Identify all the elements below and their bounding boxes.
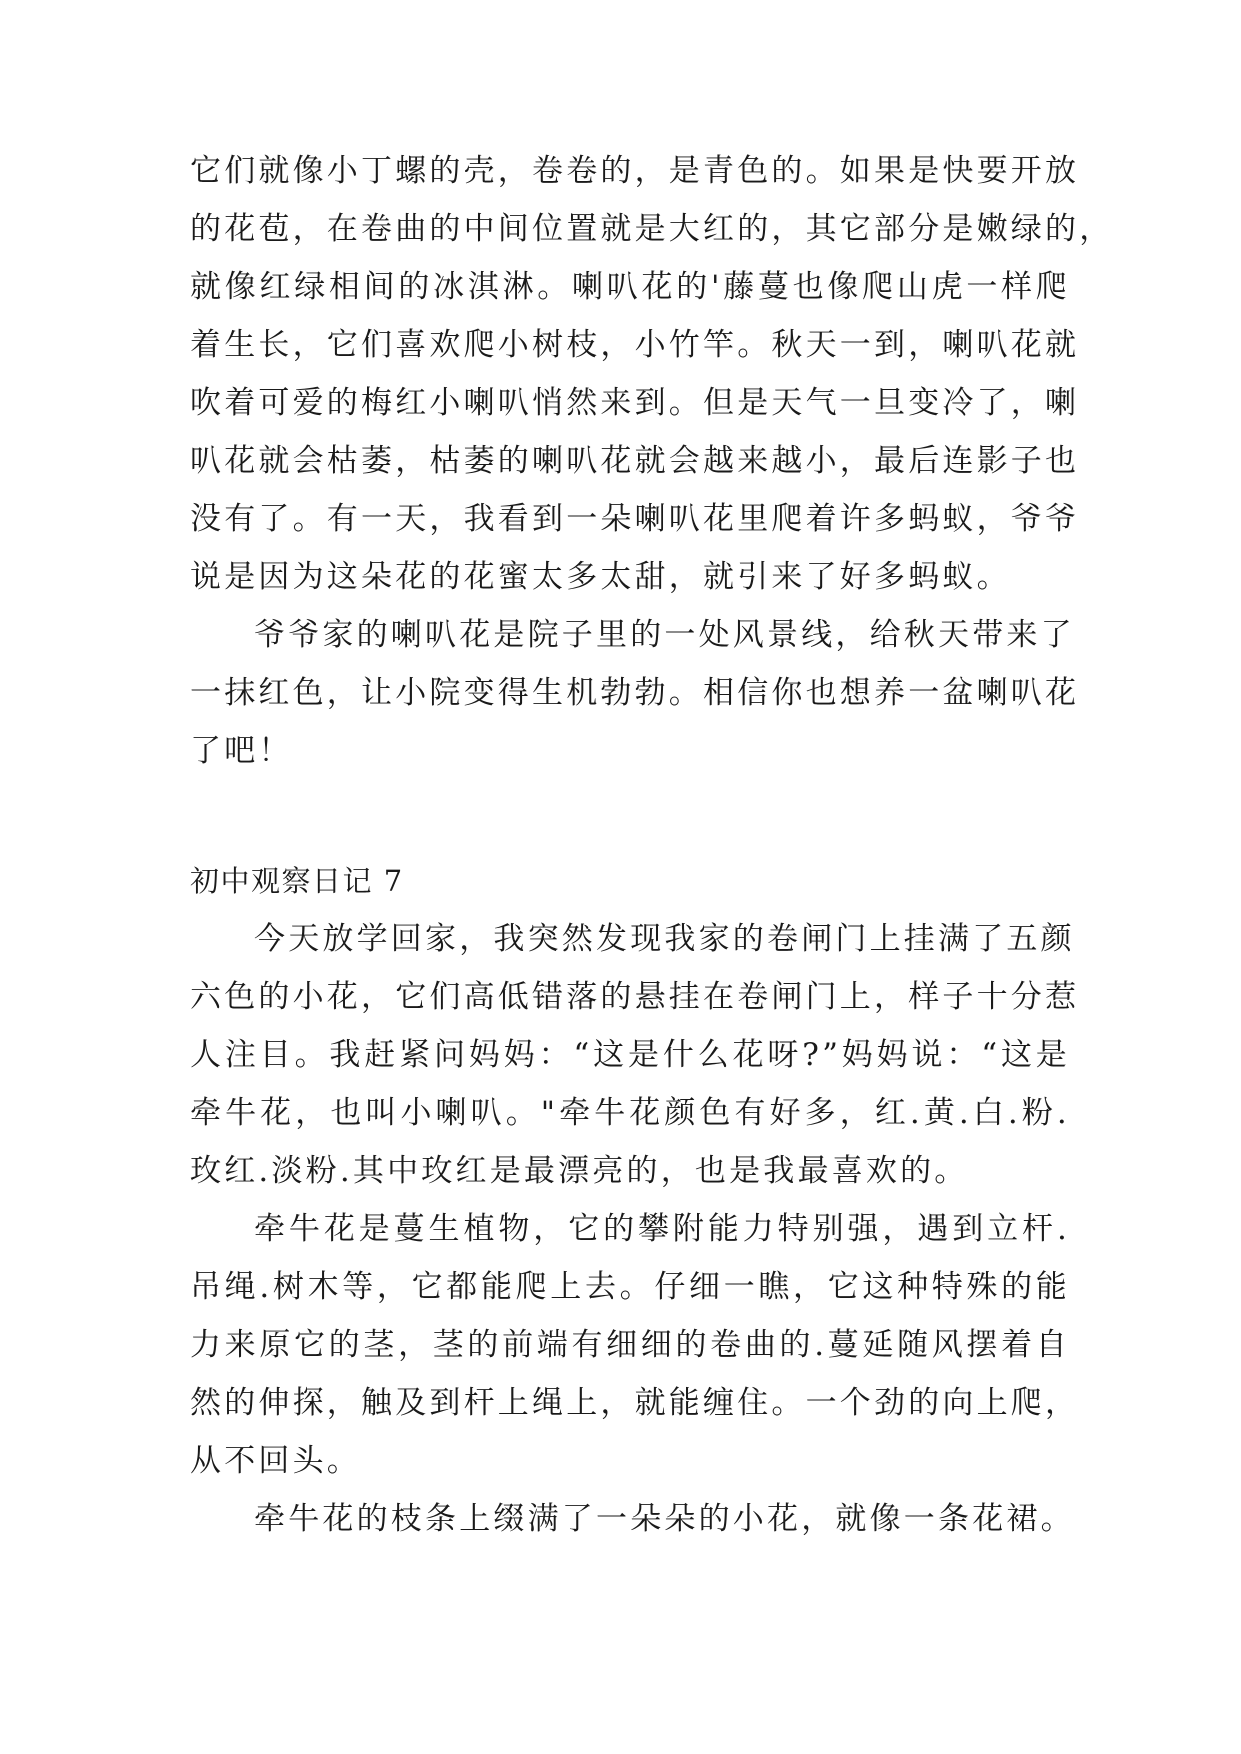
text-line: 玫红.淡粉.其中玫红是最漂亮的，也是我最喜欢的。 (190, 1153, 969, 1189)
text-line: 今天放学回家，我突然发现我家的卷闸门上挂满了五颜 (254, 921, 1075, 957)
text-line: 吊绳.树木等，它都能爬上去。仔细一瞧，它这种特殊的能 (190, 1269, 1070, 1305)
text-line: 它们就像小丁螺的壳，卷卷的，是青色的。如果是快要开放 (190, 153, 1080, 189)
text-line: 没有了。有一天，我看到一朵喇叭花里爬着许多蚂蚁，爷爷 (190, 501, 1080, 537)
section-title: 初中观察日记 7 (190, 864, 404, 898)
text-line: 吹着可爱的梅红小喇叭悄然来到。但是天气一旦变冷了，喇 (190, 385, 1080, 421)
text-line: 了吧！ (190, 733, 293, 769)
text-line: 说是因为这朵花的花蜜太多太甜，就引来了好多蚂蚁。 (190, 559, 1011, 595)
paragraph-3 (190, 1490, 1075, 1548)
text-line: 牵牛花的枝条上缀满了一朵朵的小花，就像一条花裙。 (254, 1501, 1075, 1537)
text-line: 爷爷家的喇叭花是院子里的一处风景线，给秋天带来了 (254, 617, 1075, 653)
paragraph-2 (190, 1200, 1080, 1490)
text-line: 一抹红色，让小院变得生机勃勃。相信你也想养一盆喇叭花 (190, 675, 1080, 711)
text-line: 叭花就会枯萎，枯萎的喇叭花就会越来越小，最后连影子也 (190, 443, 1080, 479)
paragraph-1 (190, 910, 1080, 1200)
text-line: 牵牛花，也叫小喇叭。"牵牛花颜色有好多，红.黄.白.粉. (190, 1095, 1070, 1131)
text-line: 六色的小花，它们高低错落的悬挂在卷闸门上，样子十分惹 (190, 979, 1080, 1015)
closing-paragraph (190, 606, 1080, 780)
text-line: 力来原它的茎，茎的前端有细细的卷曲的.蔓延随风摆着自 (190, 1327, 1070, 1363)
text-line: 就像红绿相间的冰淇淋。喇叭花的'藤蔓也像爬山虎一样爬 (190, 269, 1070, 305)
continuation-paragraph (190, 142, 1114, 606)
text-line: 然的伸探，触及到杆上绳上，就能缠住。一个劲的向上爬， (190, 1385, 1080, 1421)
text-line: 着生长，它们喜欢爬小树枝，小竹竿。秋天一到，喇叭花就 (190, 327, 1080, 363)
text-line: 从不回头。 (190, 1443, 361, 1479)
text-line: 的花苞，在卷曲的中间位置就是大红的，其它部分是嫩绿的， (190, 211, 1114, 247)
text-line: 人注目。我赶紧问妈妈：“这是什么花呀?”妈妈说：“这是 (190, 1037, 1070, 1073)
text-line: 牵牛花是蔓生植物，它的攀附能力特别强，遇到立杆. (254, 1211, 1070, 1247)
